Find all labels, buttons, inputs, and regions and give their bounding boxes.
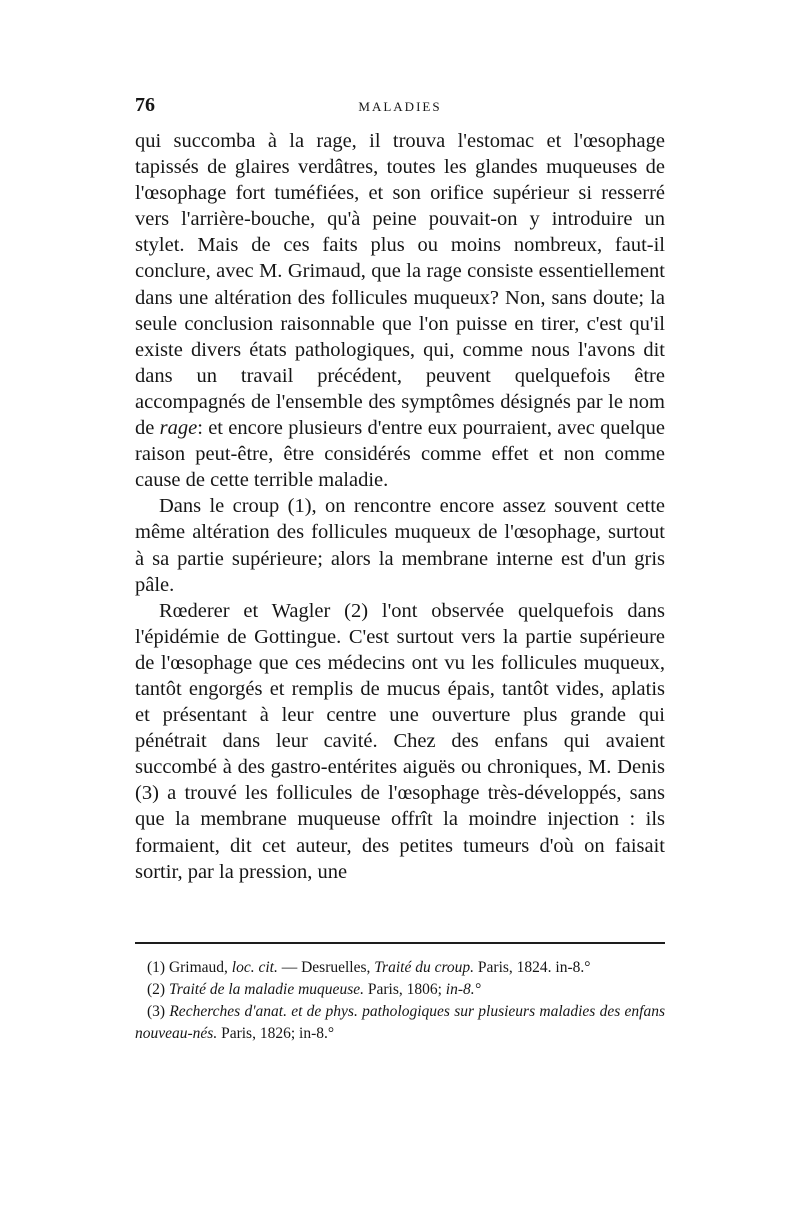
running-head xyxy=(135,94,665,122)
footnote-3-part-a: (3) xyxy=(147,1003,170,1020)
footnote-1-part-d: Traité du croup. xyxy=(374,959,475,976)
footnotes xyxy=(135,957,665,1045)
footnote-rule xyxy=(135,942,665,944)
footnote-2-part-c: Paris, 1806; xyxy=(363,981,446,998)
footnote-1-part-e: Paris, 1824. in-8.° xyxy=(474,959,591,976)
footnote-2-part-a: (2) xyxy=(147,981,169,998)
footnote-3-part-c: Paris, 1826; in-8.° xyxy=(217,1025,335,1042)
footnote-2 xyxy=(135,979,665,1001)
main-text xyxy=(135,128,665,885)
paragraph-1-text: qui succomba à la rage, il trouva l'estomac et l'œsophage tapissés de glaires verdâtres, toutes les glandes muqueuses de l'œsophage fort tuméfiées, et son orifice supérieur si resserré vers l'arrière-bouche, qu'à peine pouvait-on y introduire un stylet. Mais de ces faits plus ou moins nombreux, faut-il conclure, avec M. Grimaud, que la rage consiste essentiellement dans une altération des follicules muqueux? Non, sans doute; la seule conclusion raisonnable que l'on puisse en tirer, c'est qu'il existe divers états pathologiques, qui, comme nous l'avons dit dans un travail précédent, peuvent quelquefois être accompagnés de l'ensemble des symptômes désignés par le nom de xyxy=(135,130,665,440)
paragraph-3: Rœderer et Wagler (2) l'ont observée quelquefois dans l'épidémie de Gottingue. C'est surtout vers la partie supérieure de l'œsophage que ces médecins ont vu les follicules muqueux, tantôt engorgés et remplis de mucus épais, tantôt vides, aplatis et présentant à leur centre une ouverture plus grande qui pénétrait dans leur cavité. Chez des enfans qui avaient succombé à des gastro-entérites aiguës ou chroniques, M. Denis (3) a trouvé les follicules de l'œsophage très-développés, sans que la membrane muqueuse offrît la moindre injection : ils formaient, dit cet auteur, des petites tumeurs d'où on faisait sortir, par la pression, une xyxy=(135,599,665,883)
paragraph-1 xyxy=(135,128,665,493)
running-title: MALADIES xyxy=(358,99,442,114)
footnote-1-part-a: (1) Grimaud, xyxy=(147,959,232,976)
footnote-3-part-b: Recherches d'anat. et de phys. pathologiques sur plusieurs maladies des enfans nouveau-nés. xyxy=(135,1003,665,1042)
paragraph-1-text-end: : et encore plusieurs d'entre eux pourraient, avec quelque raison peut-être, être considérés comme effet et non comme cause de cette terrible maladie. xyxy=(135,417,665,492)
paragraph-1-italic-term: rage xyxy=(159,417,198,440)
footnote-2-part-b: Traité de la maladie muqueuse. xyxy=(168,981,364,998)
footnote-1-part-c: — Desruelles, xyxy=(277,959,375,976)
footnote-2-part-d: in-8.° xyxy=(445,981,481,998)
page-number: 76 xyxy=(135,94,155,116)
footnote-1 xyxy=(135,957,665,979)
paragraph-2: Dans le croup (1), on rencontre encore assez souvent cette même altération des follicules muqueux de l'œsophage, surtout à sa partie supérieure; alors la membrane interne est d'un gris pâle. xyxy=(135,495,665,596)
footnote-3 xyxy=(135,1001,665,1045)
footnote-1-part-b: loc. cit. xyxy=(231,959,278,976)
